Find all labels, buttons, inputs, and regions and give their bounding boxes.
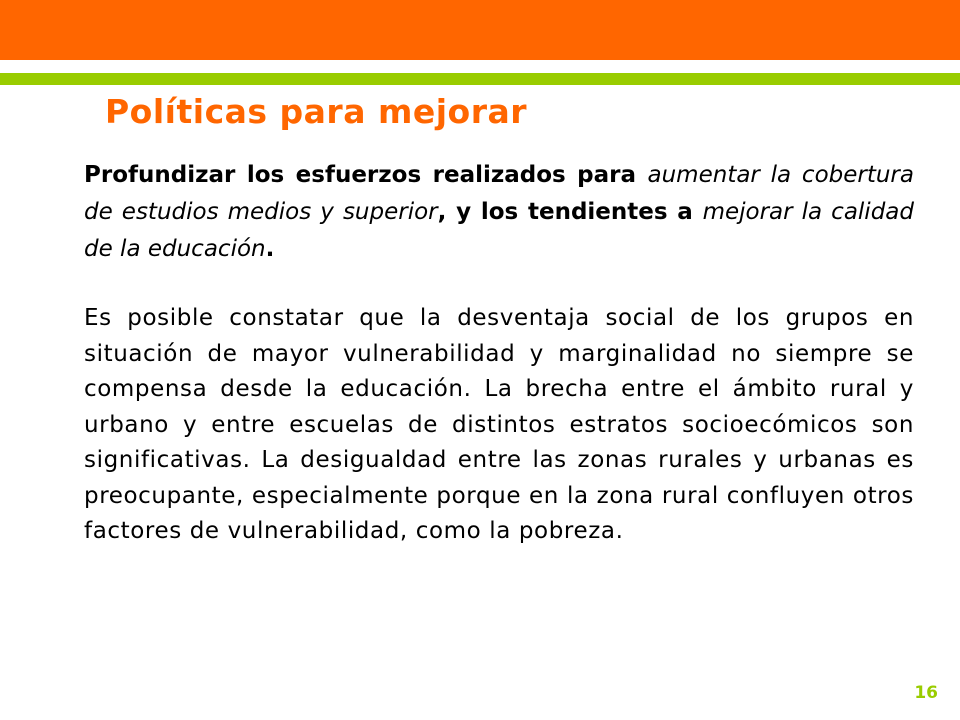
header-orange-bar (0, 0, 960, 60)
header-green-stripe (0, 73, 960, 85)
page-number: 16 (914, 683, 938, 703)
paragraph-policy-emphasis-coverage: aumentar la cobertura de estudios medios y superior (84, 162, 914, 225)
paragraph-policy-text-2: , y los tendientes a (437, 199, 703, 225)
slide-body (84, 157, 914, 550)
paragraph-policy-text-3: . (265, 236, 275, 262)
paragraph-policy-emphasis-quality: mejorar la calidad de la educación (84, 199, 914, 262)
paragraph-policy-text-1: Profundizar los esfuerzos realizados para (84, 162, 648, 188)
paragraph-inequality: Es posible constatar que la desventaja social de los grupos en situación de mayor vulnerabilidad y marginalidad no siempre se compensa desde la educación. La brecha entre el ámbito rural y urbano y entre escuelas de distintos estratos socioecómicos son significativas. La desigualdad entre las zonas rurales y urbanas es preocupante, especialmente porque en la zona rural confluyen otros factores de vulnerabilidad, como la pobreza. (84, 305, 914, 544)
slide-title: Políticas para mejorar (105, 92, 528, 131)
paragraph-policy (84, 157, 914, 268)
